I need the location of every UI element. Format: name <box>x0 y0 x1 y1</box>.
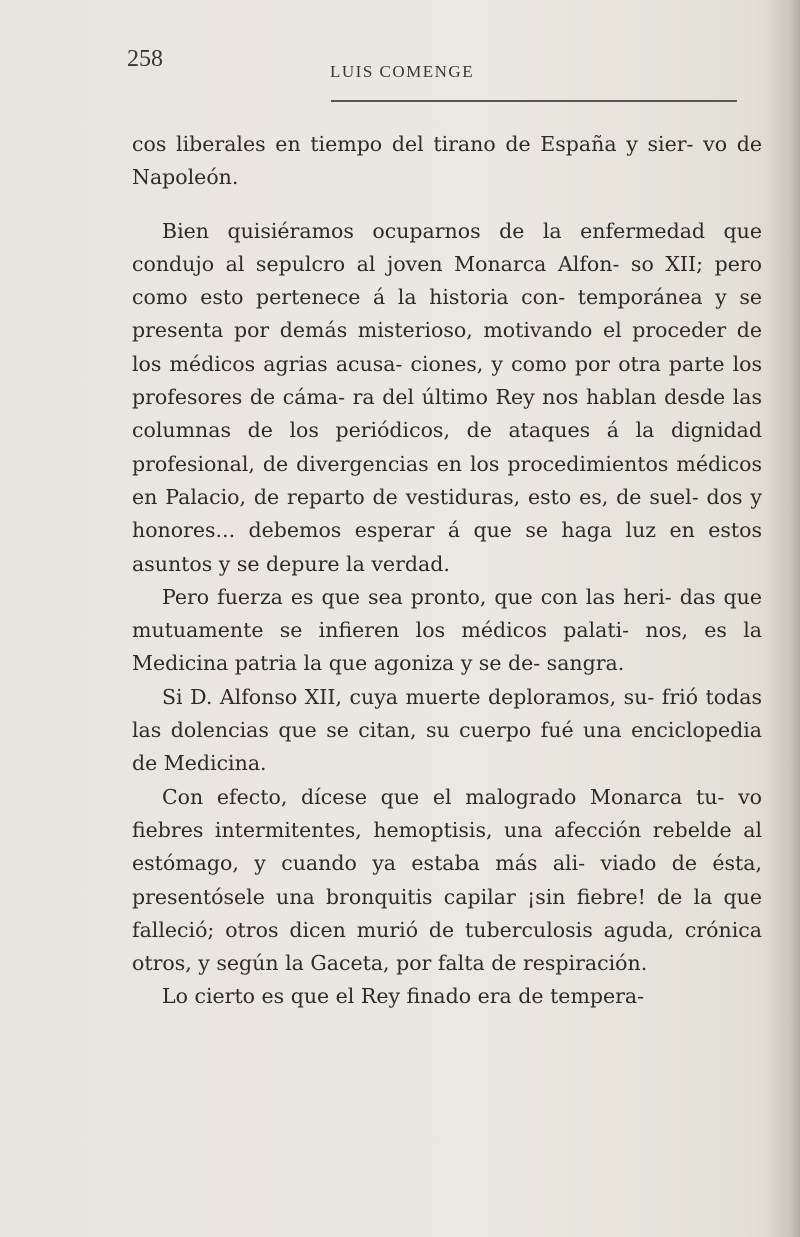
page-edge-shadow <box>766 0 800 1237</box>
paragraph-3: Pero fuerza es que sea pronto, que con las heri- das que mutuamente se infieren los médicos palati- nos, es la Medicina patria la que agoniza y se de- sangra. <box>132 584 762 676</box>
body-text <box>132 128 762 1014</box>
page-number: 258 <box>127 46 163 72</box>
running-head: LUIS COMENGE <box>330 62 475 81</box>
paragraph-4: Si D. Alfonso XII, cuya muerte deploramos, su- frió todas las dolencias que se citan, su cuerpo fué una enciclopedia de Medicina. <box>132 684 762 776</box>
header-rule <box>331 100 737 102</box>
paragraph-6: Lo cierto es que el Rey finado era de tempera- <box>162 984 645 1009</box>
paragraph-1: cos liberales en tiempo del tirano de España y sier- vo de Napoleón. <box>132 132 762 190</box>
page-header <box>0 44 800 84</box>
paragraph-2: Bien quisiéramos ocuparnos de la enfermedad que condujo al sepulcro al joven Monarca Alfon- so XII; pero como esto pertenece á la historia con- temporánea y se presenta por demás misterioso, motivando el proceder de los médicos agrias acusa- ciones, y como por otra parte los profesores de cáma- ra del último Rey nos hablan desde las columnas de los periódicos, de ataques á la dignidad profesional, de divergencias en los procedimientos médicos en Palacio, de reparto de vestiduras, esto es, de suel- dos y honores... debemos esperar á que se haga luz en estos asuntos y se depure la verdad. <box>132 218 762 576</box>
paragraph-5: Con efecto, dícese que el malogrado Monarca tu- vo fiebres intermitentes, hemoptisis, una afección rebelde al estómago, y cuando ya estaba más ali- viado de ésta, presentósele una bronquitis capilar ¡sin fiebre! de la que falleció; otros dicen murió de tuberculosis aguda, crónica otros, y según la Gaceta, por falta de respiración. <box>132 784 762 976</box>
